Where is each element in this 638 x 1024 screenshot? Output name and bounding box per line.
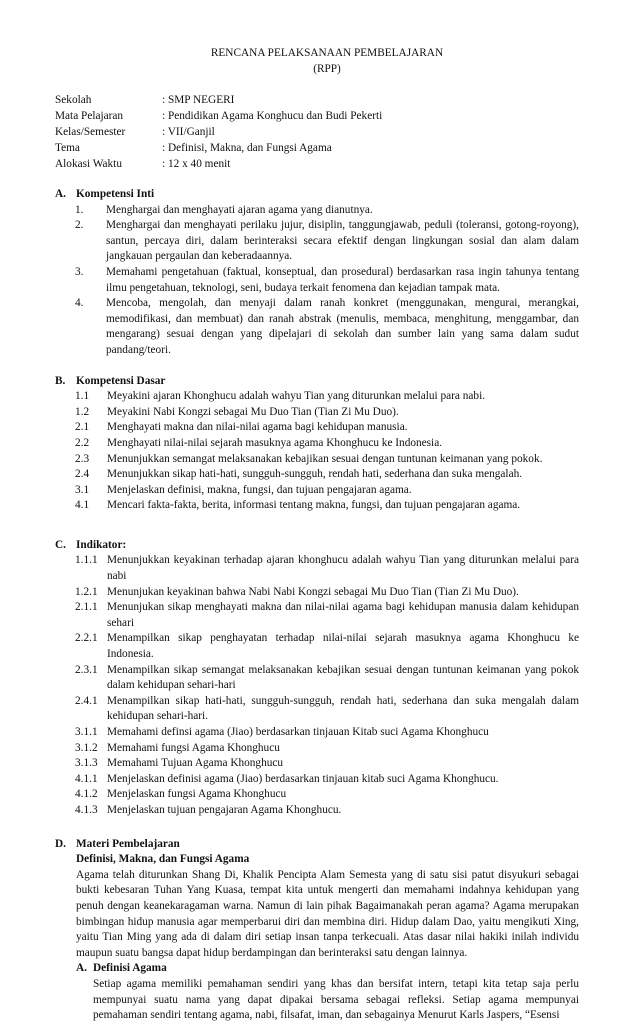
item-text: Memahami pengetahuan (faktual, konseptual, dan prosedural) berdasarkan rasa ingin tahunya tentang ilmu pengetahuan, teknologi, seni, budaya terkait fenomena dan kejadian tampak mata. [106,265,579,294]
list-item [55,265,579,296]
meta-row [55,124,579,140]
item-number: 2.2 [75,436,90,449]
item-number: 1. [75,203,84,216]
meta-row [55,156,579,172]
section-letter: B. [55,374,66,387]
item-number: 2.3.1 [75,663,98,676]
item-text: Mencari fakta-fakta, berita, informasi tentang makna, fungsi, dan tujuan pengajaran agama. [107,499,521,512]
item-number: 2.4.1 [75,694,98,707]
spacer [55,514,579,526]
meta-key: Sekolah [55,94,92,106]
list-item [55,467,579,483]
item-text: Menjelaskan definisi agama (Jiao) berdasarkan tinjauan kitab suci Agama Khonghucu. [107,772,499,785]
item-number: 4. [75,297,84,310]
section-title: Kompetensi Dasar [76,374,166,387]
list-item [55,389,579,405]
meta-row [55,140,579,156]
list-item [55,600,579,631]
section-title: Kompetensi Inti [76,188,155,200]
section-heading [55,538,579,554]
item-number: 4.1.2 [75,788,98,801]
section-materi [55,837,579,1024]
list-item [55,725,579,741]
meta-key: Tema [55,142,80,154]
item-text: Meyakini ajaran Khonghucu adalah wahyu Tian yang diturunkan melalui para nabi. [107,390,486,403]
title-line-1: RENCANA PELAKSANAAN PEMBELAJARAN [210,47,444,59]
list-item [55,218,579,265]
item-text: Menjelaskan fungsi Agama Khonghucu [107,788,287,801]
item-number: 1.2.1 [75,585,98,598]
item-text: Menampilkan sikap hati-hati, sungguh-sungguh, rendah hati, sederhana dan suka mengalah dalam kehidupan sehari-hari. [107,694,579,723]
materi-subheading: Definisi, Makna, dan Fungsi Agama [76,853,250,866]
title-line-2: (RPP) [313,63,341,75]
item-text: Mencoba, mengolah, dan menyaji dalam ranah konkret (menggunakan, mengurai, merangkai, memodifikasi, dan membuat) dan ranah abstrak (menulis, membaca, menghitung, menggambar, dan mengarang) sesuai dengan yang dipelajari di sekolah dan sumber lain yang sama dalam sudut pandang/teori. [106,297,579,356]
meta-key: Kelas/Semester [55,126,126,138]
document-page [55,45,579,1024]
item-text: Menjelaskan definisi, makna, fungsi, dan tujuan pengajaran agama. [107,483,412,496]
item-text: Menampilkan sikap penghayatan terhadap nilai-nilai sejarah masuknya agama Khonghucu ke Indonesia. [107,632,579,661]
item-number: 3.1.3 [75,757,98,770]
document-title [75,45,579,77]
item-number: 1.2 [75,405,90,418]
list-item [55,483,579,499]
meta-row [55,92,579,108]
item-text: Menghargai dan menghayati ajaran agama yang dianutnya. [106,203,373,216]
meta-table [55,92,579,172]
definisi-paragraph: Setiap agama memiliki pemahaman sendiri yang khas dan bersifat intern, tetapi kita tetap saja perlu mempunyai suatu nama yang dapat dipakai bersama sebagai refleksi. Setiap agama mempunyai pemahaman sendiri tentang agama, nabi, filsafat, iman, dan sebagainya Menurut Karls Jaspers, “Esensi [93,977,579,1022]
list-item [55,694,579,725]
meta-value: : VII/Ganjil [162,126,215,138]
meta-value: : SMP NEGERI [162,94,235,106]
item-text: Menjelaskan tujuan pengajaran Agama Khonghucu. [107,803,342,816]
item-text: Memahami fungsi Agama Khonghucu [107,741,280,754]
list-item [55,772,579,788]
item-number: 3.1.1 [75,726,98,738]
item-text: Memahami definsi agama (Jiao) berdasarkan tinjauan Kitab suci Agama Khonghucu [107,726,489,738]
item-text: Meyakini Nabi Kongzi sebagai Mu Duo Tian (Tian Zi Mu Duo). [107,405,399,418]
list-item [55,405,579,421]
item-text: Menghargai dan menghayati perilaku jujur, disiplin, tanggungjawab, peduli (toleransi, gotong-royong), santun, percaya diri, dalam berinteraksi secara efektif dengan lingkungan sosial dan alam dalam jangkauan pergaulan dan keberadaannya. [106,219,579,263]
section-letter: C. [55,538,66,551]
item-number: 2.3 [75,452,90,465]
item-number: 1.1.1 [75,554,98,567]
section-title: Indikator: [76,538,127,551]
item-number: 4.1.3 [75,803,98,816]
meta-key: Alokasi Waktu [55,158,122,170]
list-item [55,296,579,358]
meta-value: : 12 x 40 menit [162,158,231,170]
list-item [55,787,579,803]
item-number: 2.4 [75,468,90,481]
item-number: 3. [75,265,84,278]
item-number: 2.1 [75,421,90,434]
subsection-letter: A. [76,962,87,975]
list-item [55,498,579,514]
section-heading [55,187,579,203]
section-heading [55,374,579,390]
item-text: Menampilkan sikap semangat melaksanakan kebajikan sesuai dengan tuntunan keimanan yang pokok dalam kehidupan sehari-hari [107,663,579,692]
item-text: Menunjukan keyakinan bahwa Nabi Nabi Kongzi sebagai Mu Duo Tian (Tian Zi Mu Duo). [107,585,519,598]
section-title: Materi Pembelajaran [76,837,180,850]
materi-paragraph: Agama telah diturunkan Shang Di, Khalik Pencipta Alam Semesta yang di satu sisi patut disyukuri sebagai bukti kebesaran Tuhan Yang Kuasa, tempat kita untuk mengerti dan memahami indahnya kehidupan yang penuh dengan keanekaragaman warna. Namun di lain pihak Bagaimanakah peran agama? Agama merupakan bimbingan hidup manusia agar memperbarui diri dan membina diri. Hidup dalam Dao, yaitu mengikuti Xing, yaitu Tian Ming yang ada di dalam diri setiap insan tanpa terkecuali. Atas dasar nilai hakiki inilah individu maupun suatu bangsa dapat hidup berdampingan dan berinteraksi satu dengan lainnya. [76,868,579,959]
list-item [55,663,579,694]
section-kompetensi-dasar [55,374,579,514]
subsection-title: Definisi Agama [93,962,167,975]
section-heading [55,837,579,853]
list-item [55,420,579,436]
item-number: 2. [75,219,84,232]
item-number: 3.1 [75,483,90,496]
section-letter: A. [55,188,66,200]
item-text: Menunjukkan keyakinan terhadap ajaran khonghucu adalah wahyu Tian yang diturunkan melalui para nabi [107,554,579,583]
meta-row [55,108,579,124]
item-text: Menunjukkan semangat melaksanakan kebajikan sesuai dengan tuntunan keimanan yang pokok. [107,452,543,465]
item-text: Menghayati makna dan nilai-nilai agama bagi kehidupan manusia. [107,421,408,434]
meta-key: Mata Pelajaran [55,110,124,122]
section-indikator [55,538,579,819]
item-number: 2.1.1 [75,601,98,614]
list-item [55,553,579,584]
item-text: Menunjukkan sikap hati-hati, sungguh-sungguh, rendah hati, sederhana dan suka mengalah. [107,468,523,481]
section-letter: D. [55,837,66,850]
item-text: Menunjukan sikap menghayati makna dan nilai-nilai agama bagi kehidupan manusia dalam kehidupan sehari [107,601,579,629]
meta-value: : Definisi, Makna, dan Fungsi Agama [162,142,332,154]
item-number: 2.2.1 [75,632,98,645]
list-item [55,803,579,819]
list-item [55,741,579,757]
list-item [55,756,579,772]
item-number: 1.1 [75,390,90,403]
list-item [55,585,579,601]
item-text: Memahami Tujuan Agama Khonghucu [107,757,284,770]
subsection-heading [55,961,579,977]
section-kompetensi-inti [55,187,579,359]
list-item [55,203,579,219]
list-item [55,631,579,662]
item-number: 4.1 [75,499,90,512]
list-item [55,436,579,452]
item-text: Menghayati nilai-nilai sejarah masuknya agama Khonghucu ke Indonesia. [107,436,443,449]
item-number: 3.1.2 [75,741,98,754]
item-number: 4.1.1 [75,772,98,785]
list-item [55,452,579,468]
meta-value: : Pendidikan Agama Konghucu dan Budi Pekerti [162,110,383,122]
